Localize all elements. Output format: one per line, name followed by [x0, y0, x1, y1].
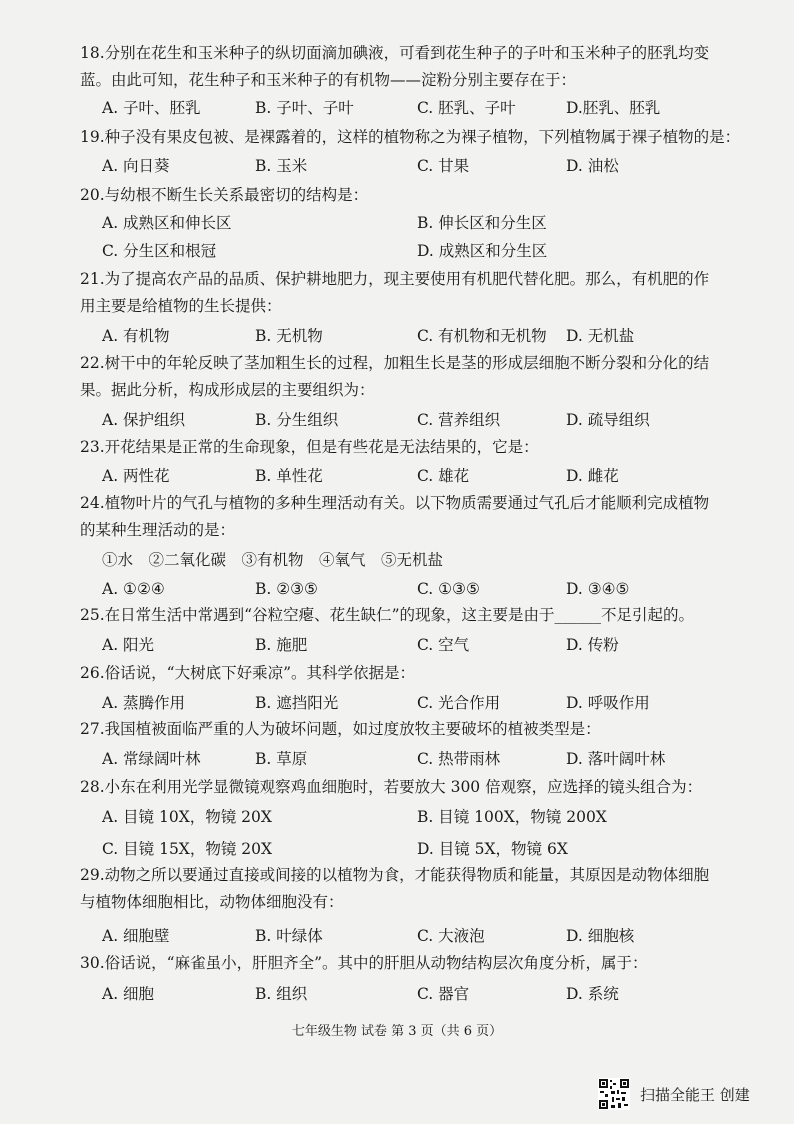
- answer-option: D. 油松: [566, 157, 619, 175]
- question-number: 25.: [80, 606, 105, 624]
- answer-option: C. 甘果: [417, 157, 470, 175]
- answer-option: A. 子叶、胚乳: [102, 99, 201, 117]
- question-text-line: 与幼根不断生长关系最密切的结构是：: [104, 186, 369, 204]
- answer-option: C. 空气: [417, 636, 470, 654]
- answer-option: C. 有机物和无机物: [417, 327, 547, 345]
- question-text-line: 俗话说，“大树底下好乘凉”。其科学依据是：: [104, 664, 416, 682]
- answer-option: D. 落叶阔叶林: [566, 750, 666, 768]
- answer-option: B. 遮挡阳光: [255, 694, 339, 712]
- answer-option: D. 无机盐: [566, 327, 635, 345]
- answer-option: B. 施肥: [255, 636, 308, 654]
- answer-option: B. 叶绿体: [255, 927, 323, 945]
- scanner-watermark: [598, 1078, 768, 1114]
- question-text-line: 动物之所以要通过直接或间接的以植物为食，才能获得物质和能量，其原因是动物体细胞: [104, 866, 710, 884]
- question-stem: [80, 774, 720, 801]
- answer-option: D. 目镜 5X，物镜 6X: [417, 840, 568, 858]
- question-stem: [80, 434, 720, 461]
- answer-option: C. 分生区和根冠: [102, 242, 217, 260]
- answer-option: C. 营养组织: [417, 411, 501, 429]
- question-text-line: 树干中的年轮反映了茎加粗生长的过程，加粗生长是茎的形成层细胞不断分裂和分化的结: [104, 354, 710, 372]
- answer-option: B. 分生组织: [255, 411, 339, 429]
- answer-option: A. 目镜 10X，物镜 20X: [102, 808, 272, 826]
- answer-option: A. 蒸腾作用: [102, 694, 186, 712]
- question-text-line: 在日常生活中常遇到“谷粒空瘪、花生缺仁”的现象，这主要是由于______不足引起的。: [104, 606, 695, 624]
- question-text-line: 小东在利用光学显微镜观察鸡血细胞时，若要放大 300 倍观察，应选择的镜头组合为：: [104, 778, 703, 796]
- answer-option: B. ②③⑤: [255, 580, 318, 598]
- answer-option: D. 系统: [566, 985, 619, 1003]
- answer-option: D.胚乳、胚乳: [566, 99, 661, 117]
- question-stem: [80, 862, 720, 916]
- answer-option: A. 保护组织: [102, 411, 186, 429]
- question-text-line: 用主要是给植物的生长提供：: [80, 297, 282, 315]
- answer-option: B. 无机物: [255, 327, 323, 345]
- question-stem: [80, 182, 720, 209]
- question-text-line: 的某种生理活动的是：: [80, 521, 236, 539]
- question-text-line: 为了提高农产品的品质、保护耕地肥力，现主要使用有机肥代替化肥。那么，有机肥的作: [104, 270, 710, 288]
- question-stem: [80, 124, 741, 151]
- answer-option: A. 成熟区和伸长区: [102, 214, 232, 232]
- answer-option: C. ①③⑤: [417, 580, 480, 598]
- answer-option: D. 疏导组织: [566, 411, 650, 429]
- question-text-line: 植物叶片的气孔与植物的多种生理活动有关。以下物质需要通过气孔后才能顺利完成植物: [104, 494, 710, 512]
- answer-option: A. ①②④: [102, 580, 165, 598]
- answer-option: A. 细胞壁: [102, 927, 170, 945]
- answer-option: B. 目镜 100X，物镜 200X: [417, 808, 607, 826]
- question-stem: [80, 266, 720, 320]
- answer-option: B. 组织: [255, 985, 308, 1003]
- answer-option: A. 两性花: [102, 467, 170, 485]
- answer-option: C. 雄花: [417, 467, 470, 485]
- question-number: 18.: [80, 44, 105, 62]
- question-number: 29.: [80, 866, 105, 884]
- item-list: ①水 ②二氧化碳 ③有机物 ④氧气 ⑤无机盐: [102, 551, 444, 569]
- question-text-line: 俗话说，“麻雀虽小，肝胆齐全”。其中的肝胆从动物结构层次角度分析，属于：: [104, 954, 648, 972]
- page-footer: 七年级生物 试卷 第 3 页（共 6 页）: [291, 1024, 503, 1039]
- question-text-line: 分别在花生和玉米种子的纵切面滴加碘液，可看到花生种子的子叶和玉米种子的胚乳均变: [104, 44, 710, 62]
- answer-option: A. 有机物: [102, 327, 170, 345]
- question-number: 21.: [80, 270, 105, 288]
- question-number: 20.: [80, 186, 105, 204]
- question-number: 27.: [80, 720, 105, 738]
- answer-option: C. 热带雨林: [417, 750, 501, 768]
- answer-option: D. 呼吸作用: [566, 694, 650, 712]
- question-stem: [80, 660, 720, 687]
- question-stem: [80, 602, 720, 629]
- question-stem: [80, 716, 720, 743]
- answer-option: B. 伸长区和分生区: [417, 214, 547, 232]
- question-text-line: 种子没有果皮包被、是裸露着的，这样的植物称之为裸子植物，下列植物属于裸子植物的是：: [104, 128, 741, 146]
- answer-option: A. 常绿阔叶林: [102, 750, 201, 768]
- question-text-line: 与植物体细胞相比，动物体细胞没有：: [80, 893, 344, 911]
- question-number: 22.: [80, 354, 105, 372]
- question-stem: [80, 490, 720, 544]
- answer-option: D. ③④⑤: [566, 580, 630, 598]
- answer-option: C. 器官: [417, 985, 470, 1003]
- answer-option: B. 单性花: [255, 467, 323, 485]
- question-number: 28.: [80, 778, 105, 796]
- answer-option: C. 光合作用: [417, 694, 501, 712]
- question-number: 26.: [80, 664, 105, 682]
- question-number: 24.: [80, 494, 105, 512]
- question-text-line: 果。据此分析，构成形成层的主要组织为：: [80, 381, 375, 399]
- watermark-text: 扫描全能王 创建: [640, 1086, 750, 1104]
- answer-option: C. 胚乳、子叶: [417, 99, 516, 117]
- answer-option: B. 子叶、子叶: [255, 99, 354, 117]
- answer-option: D. 传粉: [566, 636, 619, 654]
- answer-option: D. 细胞核: [566, 927, 635, 945]
- answer-option: B. 玉米: [255, 157, 308, 175]
- question-number: 19.: [80, 128, 105, 146]
- answer-option: D. 成熟区和分生区: [417, 242, 548, 260]
- answer-option: D. 雌花: [566, 467, 619, 485]
- answer-option: A. 阳光: [102, 636, 155, 654]
- qr-code-icon: [598, 1078, 630, 1110]
- answer-option: B. 草原: [255, 750, 308, 768]
- question-text-line: 我国植被面临严重的人为破坏问题，如过度放牧主要破坏的植被类型是：: [104, 720, 601, 738]
- question-stem: [80, 950, 720, 977]
- question-stem: [80, 350, 720, 404]
- question-stem: [80, 40, 720, 94]
- question-number: 30.: [80, 954, 105, 972]
- question-number: 23.: [80, 438, 105, 456]
- answer-option: C. 大液泡: [417, 927, 485, 945]
- answer-option: A. 细胞: [102, 985, 155, 1003]
- answer-option: C. 目镜 15X，物镜 20X: [102, 840, 273, 858]
- answer-option: A. 向日葵: [102, 157, 170, 175]
- question-text-line: 开花结果是正常的生命现象，但是有些花是无法结果的，它是：: [104, 438, 539, 456]
- question-text-line: 蓝。由此可知，花生种子和玉米种子的有机物——淀粉分别主要存在于：: [80, 71, 577, 89]
